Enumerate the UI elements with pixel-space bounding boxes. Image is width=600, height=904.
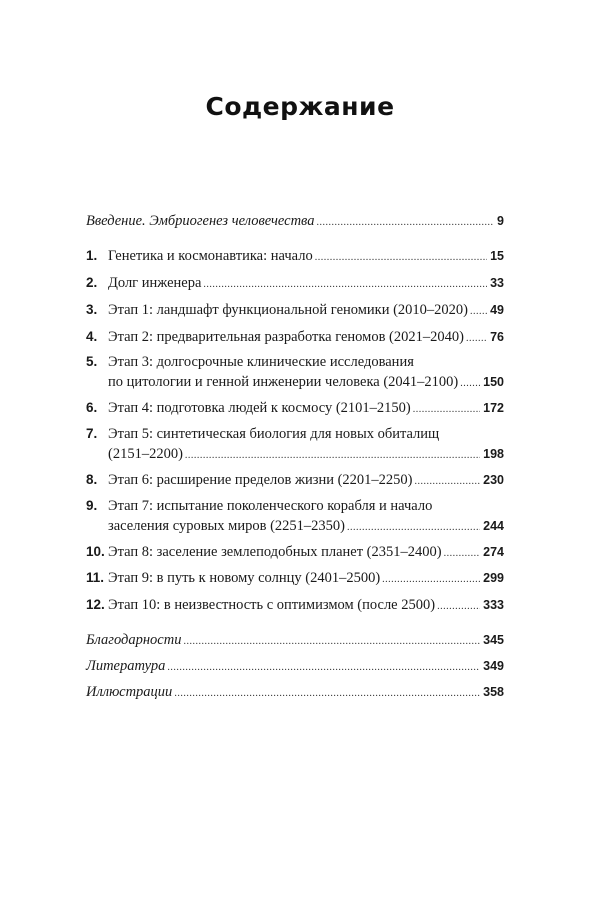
page-number: 230	[483, 473, 504, 487]
chapter-number: 1.	[86, 248, 98, 263]
entry-title-line-2: по цитологии и генной инженерии человека (2041–2100)	[108, 374, 459, 390]
page-number: 274	[483, 545, 504, 559]
page-number: 150	[483, 375, 504, 389]
chapter-number: 10.	[86, 544, 105, 559]
page-number: 33	[490, 276, 504, 290]
page-number: 15	[490, 249, 504, 263]
chapter-number: 5.	[86, 354, 98, 369]
entry-title-line-2: (2151–2200)	[108, 446, 183, 462]
dot-leader	[183, 632, 480, 652]
entry-title: Этап 9: в путь к новому солнцу (2401–2500)	[108, 570, 381, 586]
entry-title-line-1: Этап 5: синтетическая биология для новых обиталищ	[108, 426, 440, 442]
dot-leader	[460, 374, 480, 394]
entry-title: Этап 4: подготовка людей к космосу (2101–2150)	[108, 400, 411, 416]
entry-title: Долг инженера	[108, 275, 202, 291]
page-number: 49	[490, 303, 504, 317]
dot-leader	[470, 302, 487, 322]
chapter-number: 4.	[86, 329, 98, 344]
entry-title: Этап 1: ландшафт функциональной геномики (2010–2020)	[108, 302, 469, 318]
entry-title-line-2: заселения суровых миров (2251–2350)	[108, 518, 345, 534]
dot-leader	[437, 597, 480, 617]
chapter-number: 6.	[86, 400, 98, 415]
page-number: 9	[497, 214, 504, 228]
chapter-number: 7.	[86, 426, 98, 441]
dot-leader	[382, 570, 480, 590]
page-number: 172	[483, 401, 504, 415]
page-number: 198	[483, 447, 504, 461]
entry-title: Введение. Эмбриогенез человечества	[86, 213, 315, 229]
chapter-number: 12.	[86, 597, 105, 612]
dot-leader	[317, 213, 495, 233]
page-number: 358	[483, 685, 504, 699]
chapter-number: 9.	[86, 498, 98, 513]
dot-leader	[167, 658, 480, 678]
page-number: 349	[483, 659, 504, 673]
page-number: 333	[483, 598, 504, 612]
dot-leader	[174, 684, 480, 704]
dot-leader	[466, 329, 487, 349]
page-number: 299	[483, 571, 504, 585]
page-number: 76	[490, 330, 504, 344]
entry-title: Литература	[86, 658, 166, 674]
entry-title: Благодарности	[86, 632, 182, 648]
entry-title: Этап 6: расширение пределов жизни (2201–2250)	[108, 472, 413, 488]
dot-leader	[415, 472, 481, 492]
entry-title: Этап 2: предварительная разработка геномов (2021–2040)	[108, 329, 464, 345]
dot-leader	[185, 446, 480, 466]
entry-title-line-1: Этап 3: долгосрочные клинические исследования	[108, 354, 414, 370]
chapter-number: 11.	[86, 570, 105, 585]
entry-title: Этап 8: заселение землеподобных планет (2351–2400)	[108, 544, 442, 560]
dot-leader	[413, 400, 480, 420]
page-title: Содержание	[205, 92, 395, 121]
page-number: 244	[483, 519, 504, 533]
chapter-number: 8.	[86, 472, 98, 487]
dot-leader	[347, 518, 480, 538]
entry-title: Иллюстрации	[86, 684, 173, 700]
page-number: 345	[483, 633, 504, 647]
chapter-number: 2.	[86, 275, 98, 290]
chapter-number: 3.	[86, 302, 98, 317]
entry-title: Этап 10: в неизвестность с оптимизмом (после 2500)	[108, 597, 436, 613]
entry-title: Генетика и космонавтика: начало	[108, 248, 313, 264]
dot-leader	[203, 275, 487, 295]
entry-title-line-1: Этап 7: испытание поколенческого корабля и начало	[108, 498, 433, 514]
dot-leader	[444, 544, 481, 564]
dot-leader	[315, 248, 487, 268]
